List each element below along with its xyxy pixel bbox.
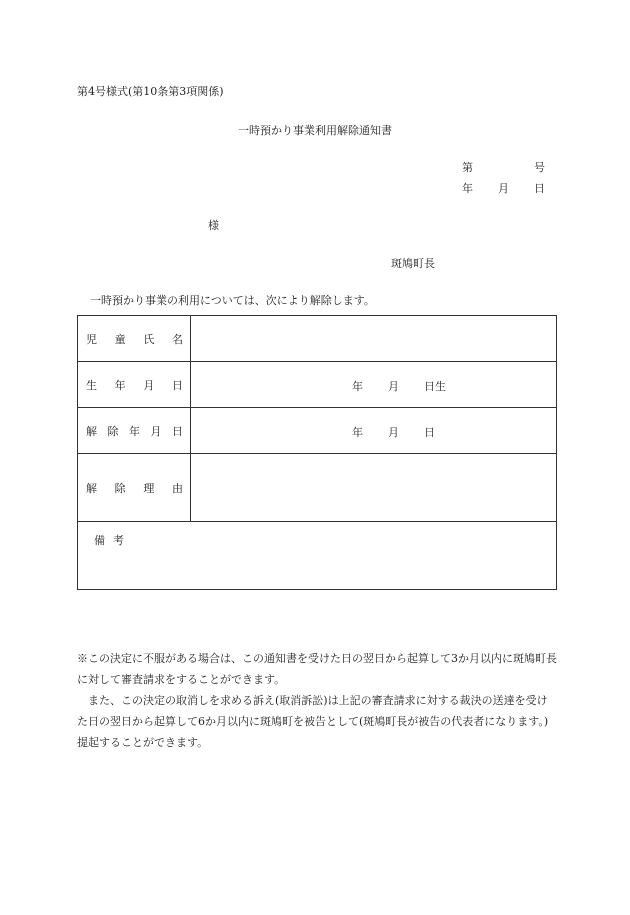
- label-char: 生: [86, 378, 97, 392]
- cancel-date-value[interactable]: [191, 408, 557, 454]
- appeal-notice-para-1: ※この決定に不服がある場合は、この通知書を受けた日の翌日から起算して3か月以内に斑鳩町長に対して審査請求をすることができます。: [77, 652, 557, 686]
- label-char: 月: [143, 378, 155, 392]
- label-char: 由: [171, 481, 183, 495]
- document-number-prefix: 第: [462, 161, 473, 174]
- child-name-row: [78, 316, 557, 362]
- reason-label: [78, 454, 191, 522]
- reason-row: [78, 454, 557, 522]
- cancellation-form-table: [77, 315, 557, 590]
- label-char: 年: [129, 424, 140, 438]
- document-title: 一時預かり事業利用解除通知書: [238, 124, 392, 137]
- label-char: 児: [86, 332, 97, 346]
- issue-year-label: 年: [462, 182, 473, 195]
- form-reference: 第4号様式(第10条第3項関係): [77, 85, 224, 98]
- label-char: 日: [172, 424, 183, 438]
- child-name-label: [78, 316, 191, 362]
- cancel-date-label: [78, 408, 191, 454]
- label-char: 童: [114, 332, 126, 346]
- issue-day-label: 日: [534, 182, 545, 195]
- addressee-suffix: 様: [208, 219, 219, 232]
- birth-year-label: 年: [352, 379, 363, 393]
- child-name-value[interactable]: [191, 316, 557, 362]
- appeal-notice: [77, 648, 557, 753]
- remarks-label: 備考: [94, 534, 132, 547]
- label-char: 名: [171, 332, 183, 346]
- birth-date-row: [78, 362, 557, 408]
- cancel-year-label: 年: [352, 425, 363, 439]
- label-char: 年: [114, 378, 126, 392]
- birth-day-label: 日生: [424, 379, 446, 393]
- issue-month-label: 月: [498, 182, 509, 195]
- cancel-date-row: [78, 408, 557, 454]
- label-char: 除: [107, 424, 119, 438]
- label-char: 除: [114, 481, 126, 495]
- reason-value[interactable]: [191, 454, 557, 522]
- document-number-suffix: 号: [534, 161, 545, 174]
- birth-date-label: [78, 362, 191, 408]
- appeal-notice-para-2: また、この決定の取消しを求める訴え(取消訴訟)は上記の審査請求に対する裁決の送達を受けた日の翌日から起算して6か月以内に斑鳩町を被告として(斑鳩町長が被告の代表者になります。)提起することができます。: [77, 694, 549, 749]
- label-char: 月: [150, 424, 162, 438]
- label-char: 氏: [143, 332, 155, 346]
- birth-month-label: 月: [388, 379, 399, 393]
- issuer-name: 斑鳩町長: [391, 257, 435, 270]
- label-char: 解: [86, 424, 97, 438]
- remarks-cell[interactable]: [78, 522, 557, 590]
- cancel-month-label: 月: [388, 425, 399, 439]
- label-char: 理: [143, 481, 155, 495]
- cancel-day-label: 日: [424, 425, 435, 439]
- label-char: 解: [86, 481, 97, 495]
- remarks-row: [78, 522, 557, 590]
- intro-text: 一時預かり事業の利用については、次により解除します。: [90, 294, 375, 307]
- birth-date-value[interactable]: [191, 362, 557, 408]
- label-char: 日: [171, 378, 183, 392]
